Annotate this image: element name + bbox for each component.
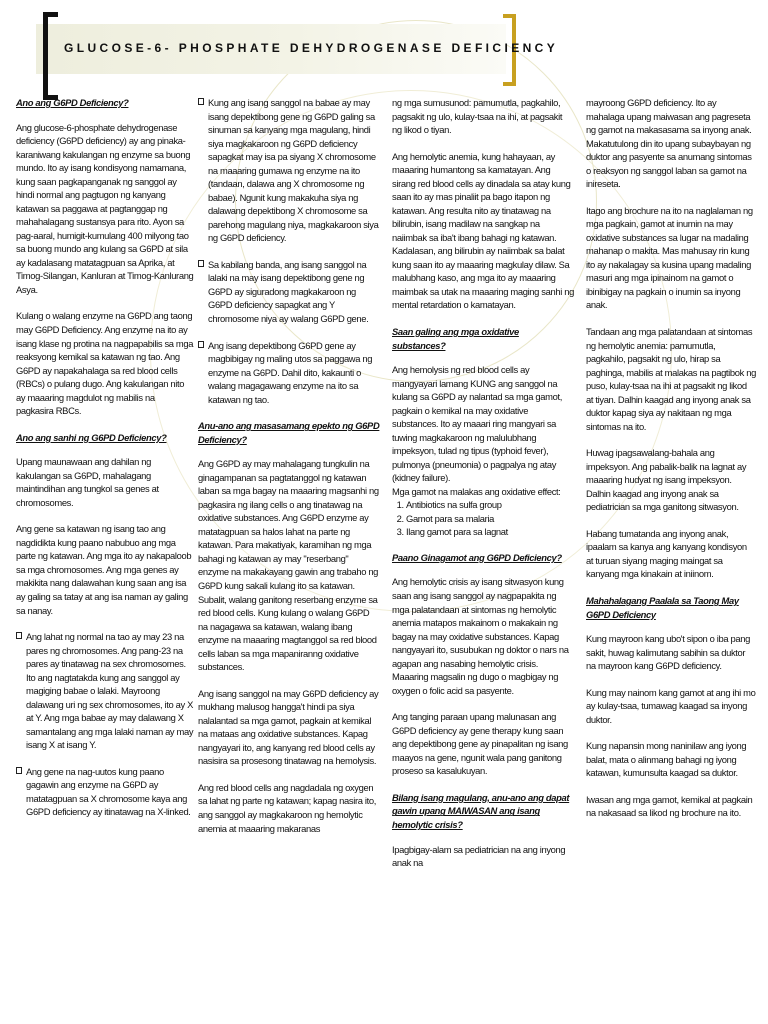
list-item: 2. Gamot para sa malaria [406, 512, 574, 526]
bullet-item [16, 765, 194, 819]
paragraph: Iwasan ang mga gamot, kemikal at pagkain na nakasaad sa likod ng brochure na ito. [586, 793, 753, 819]
paragraph: Ang gene sa katawan ng isang tao ang nagdidikta kung paano nabubuo ang mga parte ng katawan. Ang mga ito ay nakapaloob sa mga chromosomes. Ang mga genes ay makikita nang dalawahan kung saan ang isa ay galing sa tatay at ang isa naman ay galing sa nanay. [16, 523, 192, 616]
section-heading: Ano ang sanhi ng G6PD Deficiency? [16, 431, 167, 443]
bullet-text: Ang gene na nag-uutos kung paano gagawin ang enzyme na G6PD ay matatagpuan sa X chromosome kaya ang G6PD deficiency ay itinatawag na X-linked. [26, 765, 191, 818]
page-title: GLUCOSE-6- PHOSPHATE DEHYDROGENASE DEFICIENCY [64, 41, 559, 55]
paragraph: Ipagbigay-alam sa pediatrician na ang inyong anak na [392, 843, 566, 869]
paragraph: Ang glucose-6-phosphate dehydrogenase deficiency (G6PD deficiency) ay ang pinaka-karaniwang kakulangan ng enzyme sa buong mundo. Ito ay isang kondisyong namamana, kung saan pagkapanganak ng sanggol ay hindi normal ang pagtugon ng kanyang katawan sa paggawa at pagtanggap ng mahahalagang sustansya para rito. Ayon sa pag-aaral, humigit-kumulang 400 milyong tao sa buong mundo ang kulang sa G6PD at sila ay kadalasang matatagpuan sa Aprika, at Timog-Silangan, Kanluran at Timog-Kanlurang Asya. [16, 121, 194, 295]
bullet-item [198, 339, 380, 407]
paragraph: Upang maunawaan ang dahilan ng kakulangan sa G6PD, mahalagang maintindihan ang tungkol sa genes at chromosomes. [16, 456, 159, 508]
list-item: 3. Ilang gamot para sa lagnat [406, 525, 574, 539]
section-heading: Bilang isang magulang, anu-ano ang dapat gawin upang MAIWASAN ang isang hemolytic crisis? [392, 791, 570, 830]
paragraph: Ang red blood cells ang nagdadala ng oxygen sa lahat ng parte ng katawan; kapag nasira ito, ang sanggol ay magkakaroon ng hemolytic anemia at maaaring makaranas [198, 781, 376, 834]
section-heading: Anu-ano ang masasamang epekto ng G6PD Deficiency? [198, 420, 380, 445]
paragraph: Ang hemolysis ng red blood cells ay mangyayari lamang KUNG ang sanggol na kulang sa G6PD ay nalantad sa mga gamot, pagkain o kemikal na may oxidative substances. Ito ay maaari ring mangyari sa tuwing magkakaroon ng malulubhang impeksyon, tulad ng tipus (typhoid fever), pulmonya (pneumonia) o pagpalya ng atay (kidney failure). [392, 364, 562, 484]
paragraph: Ang isang sanggol na may G6PD deficiency ay mukhang malusog hangga't hindi pa siya nalalantad sa mga gamot, pagkain at kemikal na mataas ang oxidative substances. Kapag nangyayari ito, ang kanyang red blood cells ay nasisira sa prosesong tinatawag na hemolysis. [198, 687, 379, 767]
paragraph: Kung may nainom kang gamot at ang ihi mo ay kulay-tsaa, tumawag kaagad sa inyong duktor. [586, 686, 756, 725]
paragraph: Itago ang brochure na ito na naglalaman ng mga pagkain, gamot at inumin na may oxidative substances sa lugar na madaling mahanap o makita. Mas mahusay rin kung ito ay nakalagay sa kusina upang madaling masuri ang mga ipinainom na gamot o ibinibigay na pagkain o inumin sa inyong anak. [586, 204, 753, 311]
bullet-item [16, 630, 194, 752]
column-4 [586, 96, 756, 833]
paragraph: Tandaan ang mga palatandaan at sintomas ng hemolytic anemia: pamumutla, pagkahilo, pagsakit ng ulo, hirap sa paghinga, mabilis at malakas na pagtibok ng puso, kulay-tsaa na ihi at pagsakit ng likod at tiyan. Dalhin kaagad ang inyong anak sa duktor kapag siya ay nakitaan ng mga sintomas na ito. [586, 325, 756, 432]
checkbox-bullet-icon [16, 767, 22, 774]
checkbox-bullet-icon [198, 260, 204, 267]
paragraph: Habang tumatanda ang inyong anak, ipaalam sa kanya ang kanyang kondisyon at turuan siyang maging maingat sa kanyang mga kinakain at iniinom. [586, 527, 747, 580]
list-intro: Mga gamot na malakas ang oxidative effect: [392, 485, 561, 497]
section-heading: Saan galing ang mga oxidative substances? [392, 325, 519, 351]
paragraph: Huwag ipagsawalang-bahala ang impeksyon. Ang pabalik-balik na lagnat ay maaaring hudyat ng isang impeksyon. Dalhin kaagad ang inyong anak sa pediatrician sa mga ganitong sitwasyon. [586, 447, 747, 513]
oxidative-drugs-list [392, 498, 574, 539]
left-bracket-ornament [43, 12, 58, 100]
bullet-item [198, 258, 380, 326]
paragraph: Ang tanging paraan upang malunasan ang G6PD deficiency ay gene therapy kung saan ang depektibong gene ay pinapalitan ng isang maayos na gene, ngunit wala pang ganitong proseso sa kasalukuyan. [392, 711, 568, 777]
paragraph: Kung mayroon kang ubo't sipon o iba pang sakit, huwag kalimutang sabihin sa duktor na mayroon kang G6PD deficiency. [586, 633, 750, 672]
paragraph: Ang hemolytic crisis ay isang sitwasyon kung saan ang isang sanggol ay nagpapakita ng mga palatandaan at sintomas ng hemolytic anemia matapos makainom o makakain ng bagay na may oxidative substances. Kapag nangyayari ito, susubukan ng doktor o nars na agapan ang nasabing hemolytic crisis. Maaaring magsalin ng dugo o magbigay ng oxygen o folic acid sa pasyente. [392, 576, 569, 696]
paragraph: Ang G6PD ay may mahalagang tungkulin na ginagampanan sa pagtatanggol ng katawan laban sa mga bagay na maaaring magsanhi ng pagkasira ng ilang cells o ang tinatawag na oxidative substances. Ang G6PD enzyme ay matatagpuan sa halos lahat na parte ng katawan. Para makatiyak, karamihan ng mga bahagi ng katawan ay may "reserbang" enzyme na makakayang gawin ang trabaho ng G6PD kung sakali kulang ito sa katawan. Subalit, walang ganitong reserbang enzyme sa red blood cells. Kung kulang o walang G6PD na nagagawa sa katawan, walang ibang enzyme na maaaring magtanggol sa red blood cells laban sa mga mapaniranng oxidative substances. [198, 458, 379, 673]
bullet-text: Ang isang depektibong G6PD gene ay magbibigay ng maling utos sa paggawa ng enzyme na G6PD. Dahil dito, kakaunti o walang magagawang enzyme na ito sa katawan ng tao. [208, 339, 373, 405]
bullet-text: Sa kabilang banda, ang isang sanggol na lalaki na may isang depektibong gene ng G6PD ay siguradong magkakaroon ng G6PD deficiency sapagkat ang Y chromosome niya ay walang G6PD gene. [208, 258, 369, 324]
column-3 [392, 96, 574, 883]
bullet-text: Kung ang isang sanggol na babae ay may isang depektibong gene ng G6PD galing sa sinuman sa kanyang mga magulang, hindi siya magkakaroon ng G6PD deficiency sapagkat may isa pa siyang X chromosome na maaaring gumawa ng enzyme na ito (tandaan, dalawa ang X chromosome ng babae). Ngunit kung makakuha siya ng dalawang depektibong X chromosome sa parehong magulang niya, magkakaroon siya ng G6PD deficiency. [208, 97, 379, 244]
column-1 [16, 96, 194, 832]
checkbox-bullet-icon [16, 632, 22, 639]
paragraph: Kulang o walang enzyme na G6PD ang taong may G6PD Deficiency. Ang enzyme na ito ay isang klase ng protina na nagpapabilis sa mga reaksyong kemikal sa katawan ng tao. Ang G6PD ay napakahalaga sa red blood cells (RBCs) o pulang dugo. Ang kakulangan nito ay maaaring magdulot ng mabilis na pagkasira RBCs. [16, 310, 194, 417]
paragraph: mayroong G6PD deficiency. Ito ay mahalaga upang maiwasan ang pagreseta ng gamot na makasasama sa inyong anak. Makatutulong din ito upang subaybayan ng duktor ang pasyente sa anumang sintomas o reaksyon ng sanggol laban sa gamot na inireseta. [586, 97, 752, 190]
bullet-item [198, 96, 380, 245]
checkbox-bullet-icon [198, 341, 204, 348]
section-heading: Mahahalagang Paalala sa Taong May G6PD Deficiency [586, 595, 739, 620]
column-2 [198, 96, 380, 848]
list-item: 1. Antibiotics na sulfa group [406, 498, 574, 512]
section-heading: Paano Ginagamot ang G6PD Deficiency? [392, 551, 562, 563]
paragraph: Kung napansin mong naninilaw ang iyong balat, mata o alinmang bahagi ng iyong katawan, kumunsulta kaagad sa duktor. [586, 740, 747, 779]
paragraph: Ang hemolytic anemia, kung hahayaan, ay maaaring humantong sa kamatayan. Ang sirang red blood cells ay dinadala sa atay kung saan ito ay mas pinaliit pa bago itapon ng katawan. Ang resulta nito ay tinatawag na bilirubin, isang madilaw na sangkap na naiimbak sa iba't ibang bahagi ng katawan. Kadalasan, ang bilirubin ay naiimbak sa balat kung saan ito ay maaaring magkulay dilaw. Sa malubhang kaso, ang mga ito ay maaaring maimbak sa utak na maaaring maging sanhi ng mental retardation o kamatayan. [392, 150, 574, 311]
checkbox-bullet-icon [198, 98, 204, 105]
paragraph: ng mga sumusunod: pamumutla, pagkahilo, pagsakit ng ulo, kulay-tsaa na ihi, at pagsakit ng likod o tiyan. [392, 97, 563, 136]
section-heading: Ano ang G6PD Deficiency? [16, 97, 129, 108]
bullet-text: Ang lahat ng normal na tao ay may 23 na pares ng chromosomes. Ang pang-23 na pares ay tinatawag na sex chromosomes. Ito ang nagtatakda kung ang sanggol ay magiging babae o lalaki. Mayroong dalawang uri ng sex chromosomes, ito ay X at Y. Ang mga babae ay may dalawang X samantalang ang mga lalaki naman ay may isang X at isang Y. [26, 631, 194, 751]
